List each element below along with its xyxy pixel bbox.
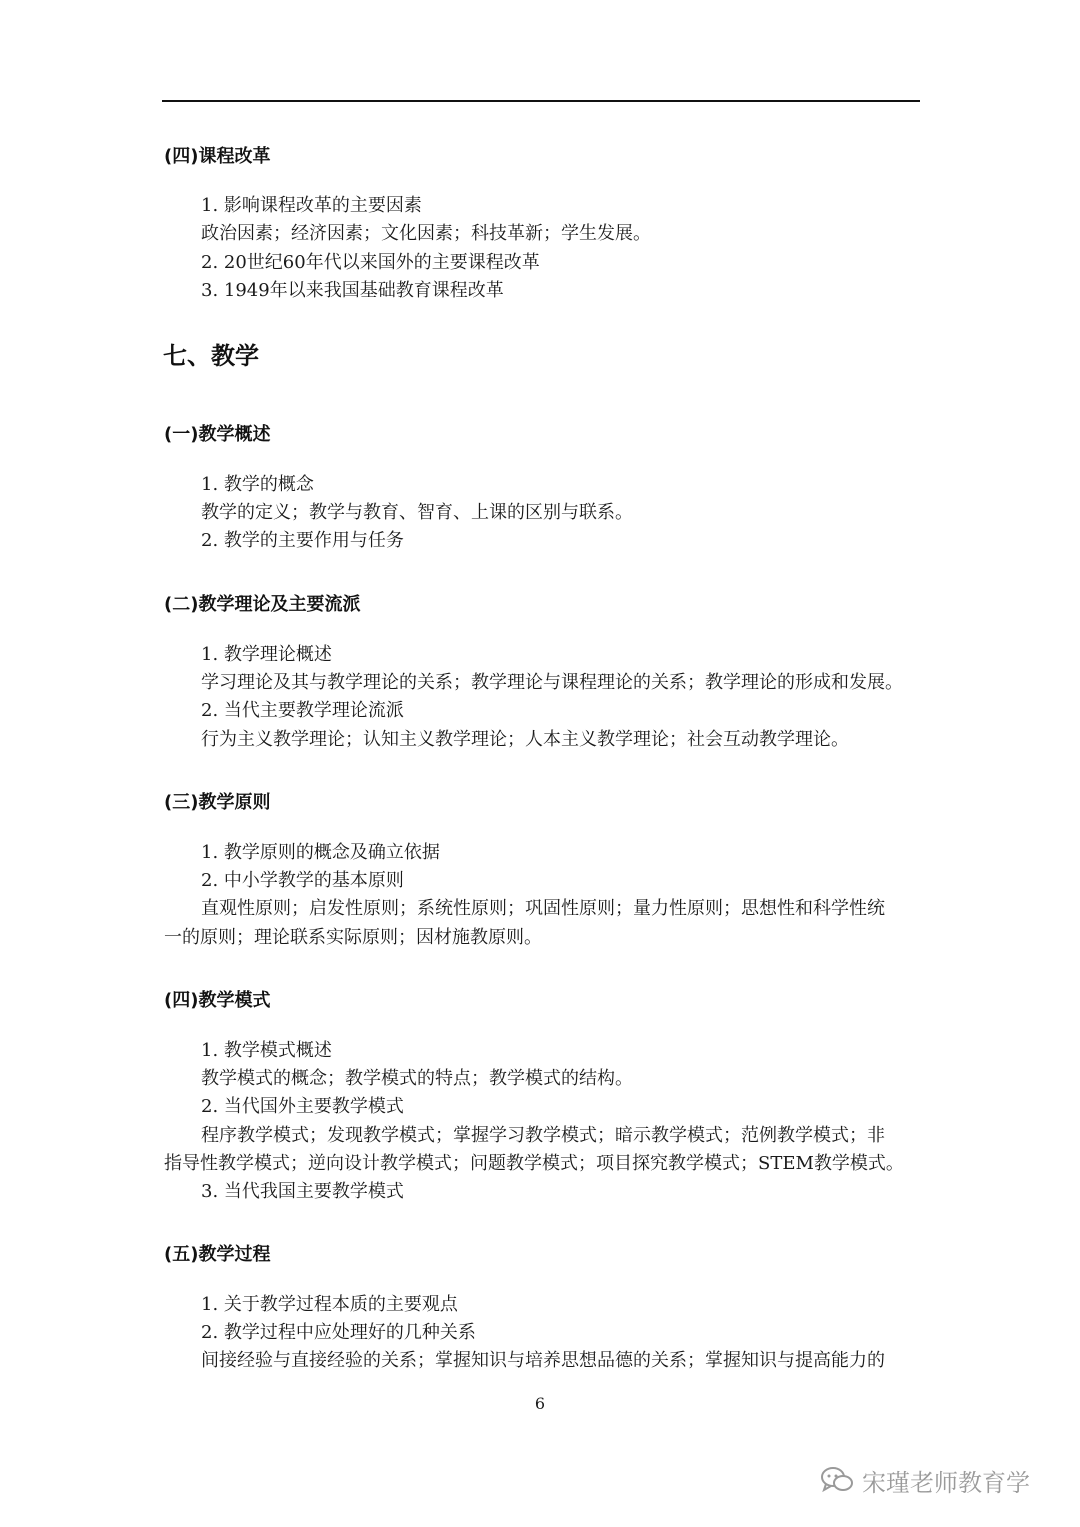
body-text: 直观性原则；启发性原则；系统性原则；巩固性原则；量力性原则；思想性和科学性统 [201,898,885,919]
list-item: 1. 教学理论概述 [201,644,332,665]
body-text: 间接经验与直接经验的关系；掌握知识与培养思想品德的关系；掌握知识与提高能力的 [201,1350,885,1371]
list-item: 2. 当代国外主要教学模式 [201,1096,404,1117]
body-text: 一的原则；理论联系实际原则；因材施教原则。 [164,927,542,948]
section-heading-teaching-theory: (二)教学理论及主要流派 [164,594,361,615]
watermark [820,1460,1030,1500]
body-text: 程序教学模式；发现教学模式；掌握学习教学模式；暗示教学模式；范例教学模式；非 [201,1125,885,1146]
list-item: 2. 当代主要教学理论流派 [201,700,404,721]
section-heading-teaching-models: (四)教学模式 [164,990,271,1011]
page-number: 6 [534,1394,546,1413]
body-text: 教学模式的概念；教学模式的特点；教学模式的结构。 [201,1068,633,1089]
section-heading-teaching-principles: (三)教学原则 [164,792,271,813]
watermark-text: 宋瑾老师教育学 [862,1468,1030,1497]
list-item: 2. 中小学教学的基本原则 [201,870,404,891]
list-item: 2. 教学过程中应处理好的几种关系 [201,1322,476,1343]
list-item: 1. 教学模式概述 [201,1040,332,1061]
header-rule [162,100,920,102]
list-item: 2. 20世纪60年代以来国外的主要课程改革 [201,252,540,273]
list-item: 3. 1949年以来我国基础教育课程改革 [201,280,504,301]
wechat-icon [820,1465,854,1495]
list-item: 1. 教学原则的概念及确立依据 [201,842,440,863]
list-item: 1. 影响课程改革的主要因素 [201,195,422,216]
list-item: 3. 当代我国主要教学模式 [201,1181,404,1202]
body-text: 学习理论及其与教学理论的关系；教学理论与课程理论的关系；教学理论的形成和发展。 [201,672,903,693]
list-item: 1. 教学的概念 [201,474,314,495]
section-heading-teaching-process: (五)教学过程 [164,1244,271,1265]
body-text: 指导性教学模式；逆向设计教学模式；问题教学模式；项目探究教学模式；STEM教学模式。 [164,1153,904,1174]
body-text: 行为主义教学理论；认知主义教学理论；人本主义教学理论；社会互动教学理论。 [201,729,849,750]
list-item: 1. 关于教学过程本质的主要观点 [201,1294,458,1315]
section-heading-teaching-overview: (一)教学概述 [164,424,271,445]
body-text: 政治因素；经济因素；文化因素；科技革新；学生发展。 [201,223,651,244]
chapter-heading: 七、教学 [163,342,259,370]
list-item: 2. 教学的主要作用与任务 [201,530,404,551]
section-heading-curriculum-reform: (四)课程改革 [164,146,271,167]
body-text: 教学的定义；教学与教育、智育、上课的区别与联系。 [201,502,633,523]
